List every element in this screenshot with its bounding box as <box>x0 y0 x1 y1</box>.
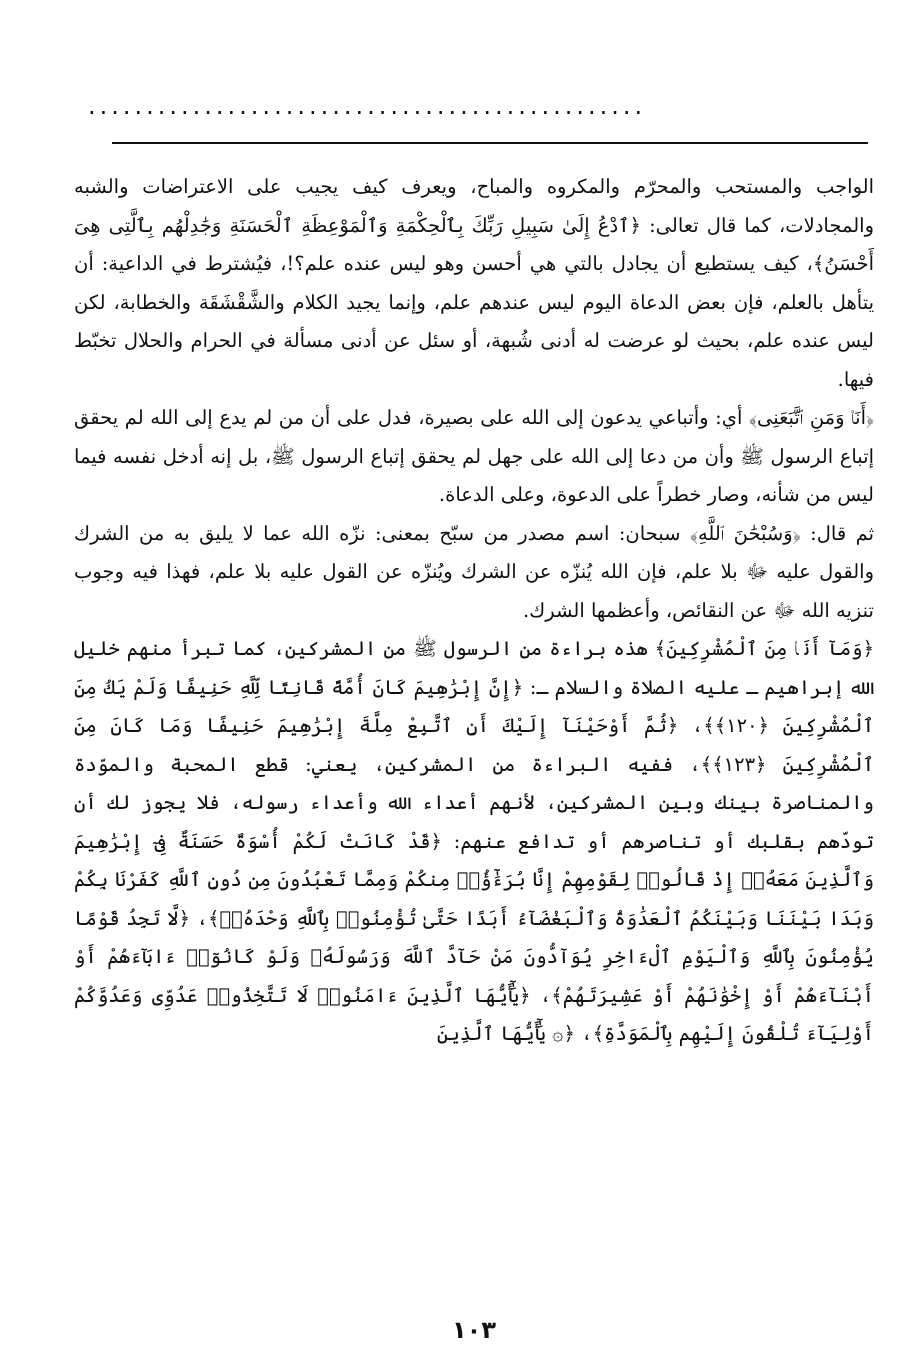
horizontal-rule <box>112 142 868 144</box>
paragraph-3: ثم قال: ﴿وَسُبْحَٰنَ ٱللَّهِ﴾ سبحان: اسم مصدر من سبّح بمعنى: نزّه الله عما لا يليق به من الشرك والقول عليه ﷻ بلا علم، فإن الله يُنزّه عن الشرك ويُنزّه عن القول عليه بلا علم، فهذا فيه وجوب تنزيه الله ﷻ عن النقائص، وأعظمها الشرك. <box>74 521 874 622</box>
page-number: ١٠٣ <box>452 1316 496 1344</box>
paragraph-2: ﴿أَنَا۠ وَمَنِ ٱتَّبَعَنِى﴾ أي: وأتباعي يدعون إلى الله على بصيرة، فدل على أن من لم يدع إلى الله لم يحقق إتباع الرسول ﷺ وأن من دعا إلى الله على جهل لم يحقق إتباع الرسول ﷺ، بل إنه أدخل نفسه فيما ليس من شأنه، وصار خطراً على الدعوة، وعلى الدعاة. <box>74 406 874 506</box>
paragraph-4: ﴿وَمَآ أَنَا۠ مِنَ ٱلْمُشْرِكِينَ﴾ هذه براءة من الرسول ﷺ من المشركين، كما تبرأ منهم خليل الله إبراهيم ـ عليه الصلاة والسلام ـ: ﴿إِنَّ إِبْرَٰهِيمَ كَانَ أُمَّةً قَانِتًا لِّلَّهِ حَنِيفًا وَلَمْ يَكُ مِنَ ٱلْمُشْرِكِينَ ﴿١٢٠﴾﴾، ﴿ثُمَّ أَوْحَيْنَآ إِلَيْكَ أَنِ ٱتَّبِعْ مِلَّةَ إِبْرَٰهِيمَ حَنِيفًا وَمَا كَانَ مِنَ ٱلْمُشْرِكِينَ ﴿١٢٣﴾﴾، ففيه البراءة من المشركين، يعني: قطع المحبة والموّدة والمناصرة بينك وبين المشركين، لأنهم أعداء الله وأعداء رسوله، فلا يجوز لك أن تودّهم بقلبك أو تناصرهم أو تدافع عنهم: ﴿قَدْ كَانَتْ لَكُمْ أُسْوَةٌ حَسَنَةٌ فِىٓ إِبْرَٰهِيمَ وَٱلَّذِينَ مَعَهُۥٓ إِذْ قَالُوا۟ لِقَوْمِهِمْ إِنَّا بُرَءَٰٓؤُا۟ مِنكُمْ وَمِمَّا تَعْبُدُونَ مِن دُونِ ٱللَّهِ كَفَرْنَا بِكُمْ وَبَدَا بَيْنَنَا وَبَيْنَكُمُ ٱلْعَدَٰوَةُ وَٱلْبَغْضَآءُ أَبَدًا حَتَّىٰ تُؤْمِنُوا۟ بِٱللَّهِ وَحْدَهُۥٓ﴾، ﴿لَّا تَجِدُ قَوْمًا يُؤْمِنُونَ بِٱللَّهِ وَٱلْيَوْمِ ٱلْءَاخِرِ يُوَآدُّونَ مَنْ حَآدَّ ٱللَّهَ وَرَسُولَهُۥ وَلَوْ كَانُوٓا۟ ءَابَآءَهُمْ أَوْ أَبْنَآءَهُمْ أَوْ إِخْوَٰنَهُمْ أَوْ عَشِيرَتَهُمْ﴾، ﴿يَٰٓأَيُّهَا ٱلَّذِينَ ءَامَنُوا۟ لَا تَتَّخِذُوا۟ عَدُوِّى وَعَدُوَّكُمْ أَوْلِيَآءَ تُلْقُونَ إِلَيْهِم بِٱلْمَوَدَّةِ﴾، ﴿۞ يَٰٓأَيُّهَا ٱلَّذِينَ <box>74 637 875 1045</box>
paragraph-1: الواجب والمستحب والمحرّم والمكروه والمباح، ويعرف كيف يجيب على الاعتراضات والشبه والمجادلات، كما قال تعالى: ﴿ٱدْعُ إِلَىٰ سَبِيلِ رَبِّكَ بِٱلْحِكْمَةِ وَٱلْمَوْعِظَةِ ٱلْحَسَنَةِ وَجَٰدِلْهُم بِٱلَّتِى هِىَ أَحْسَنُ﴾، كيف يستطيع أن يجادل بالتي هي أحسن وهو ليس عنده علم؟!، فيُشترط في الداعية: أن يتأهل بالعلم، فإن بعض الدعاة اليوم ليس عندهم علم، وإنما يجيد الكلام والشَّقْشَقَة والخطابة، لكن ليس عنده علم، بحيث لو عرضت له أدنى شُبهة، أو سئل عن أدنى مسألة في الحرام والحلال تخبّط فيها. <box>74 175 874 391</box>
footnote-dotted-separator: ................................................ <box>88 92 647 120</box>
body-text <box>74 168 874 1054</box>
document-page <box>74 0 874 1370</box>
